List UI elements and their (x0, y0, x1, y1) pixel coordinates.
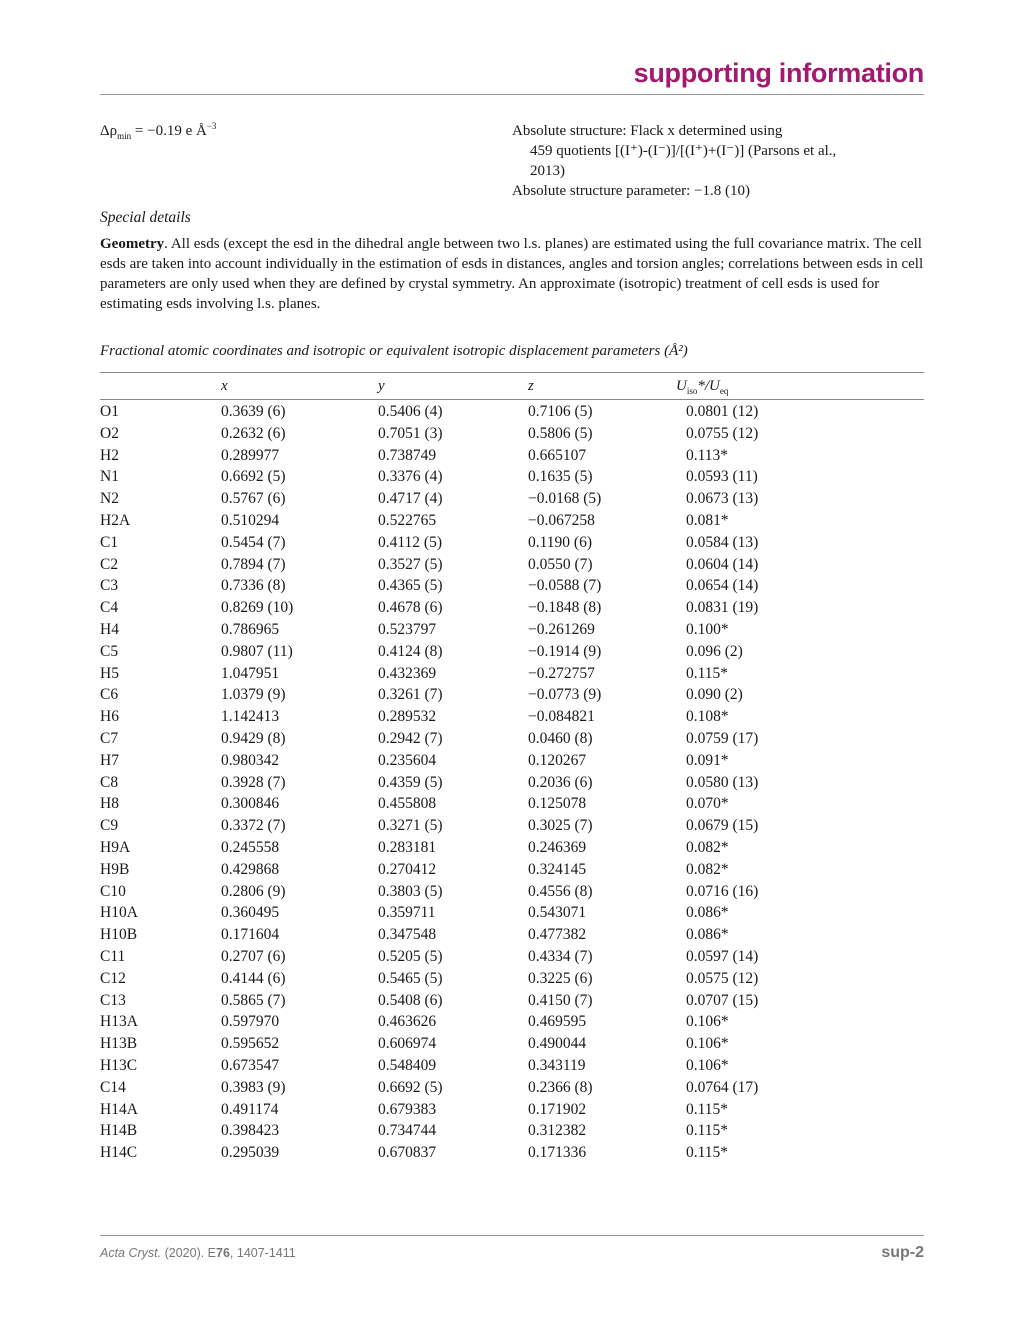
x-value: 0.9807 (11) (221, 642, 293, 660)
z-value: 0.2036 (6) (528, 773, 593, 791)
atom-label: H13A (100, 1013, 138, 1031)
uiso-value: 0.108* (686, 708, 729, 726)
table-row (0, 403, 1024, 425)
z-value: 0.3025 (7) (528, 817, 593, 835)
x-value: 0.429868 (221, 860, 280, 878)
geometry-text: . All esds (except the esd in the dihedral angle between two l.s. planes) are estimated using the full covariance matrix. The cell esds are taken into account individually in the estimation of esds in distances, angles and torsion angles; correlations between esds in cell parameters are only used when they are defined by crystal symmetry. An approximate (isotropic) treatment of cell esds is used for estimating esds involving l.s. planes. (100, 236, 924, 312)
atom-label: H14B (100, 1122, 138, 1140)
uiso-value: 0.106* (686, 1013, 729, 1031)
absolute-structure-line3: 2013) (530, 163, 565, 179)
z-value: 0.343119 (528, 1056, 586, 1074)
z-value: 0.246369 (528, 838, 587, 856)
x-value: 0.597970 (221, 1013, 280, 1031)
table-row (0, 708, 1024, 730)
atom-label: C8 (100, 773, 119, 791)
x-value: 0.289977 (221, 446, 280, 464)
y-value: 0.3803 (5) (378, 882, 443, 900)
atom-label: H6 (100, 708, 119, 726)
z-value: 0.1190 (6) (528, 533, 592, 551)
table-row (0, 665, 1024, 687)
uiso-value: 0.0593 (11) (686, 468, 758, 486)
x-value: 0.7336 (8) (221, 577, 286, 595)
table-row (0, 948, 1024, 970)
z-value: 0.469595 (528, 1013, 587, 1031)
z-value: 0.0460 (8) (528, 729, 593, 747)
uiso-value: 0.070* (686, 795, 729, 813)
absolute-structure-line2: 459 quotients [(I⁺)-(I⁻)]/[(I⁺)+(I⁻)] (Parsons et al., (530, 143, 837, 159)
x-value: 0.673547 (221, 1056, 280, 1074)
special-details-heading: Special details (100, 209, 191, 226)
x-value: 0.980342 (221, 751, 280, 769)
table-row (0, 817, 1024, 839)
footer-year: (2020). E (161, 1246, 217, 1260)
y-value: 0.734744 (378, 1122, 437, 1140)
footer-pages: , 1407-1411 (229, 1246, 296, 1260)
uiso-value: 0.0831 (19) (686, 599, 759, 617)
atom-label: O1 (100, 403, 119, 420)
table-row (0, 512, 1024, 534)
y-value: 0.606974 (378, 1035, 437, 1053)
uiso-value: 0.106* (686, 1035, 729, 1053)
x-value: 0.3928 (7) (221, 773, 286, 791)
table-header-rule (100, 399, 924, 400)
absolute-structure-block (512, 121, 872, 201)
x-value: 1.047951 (221, 664, 280, 682)
absolute-structure-line1: Absolute structure: Flack x determined using (512, 123, 783, 139)
uiso-value: 0.0764 (17) (686, 1078, 759, 1096)
x-value: 0.5454 (7) (221, 533, 286, 551)
footer-volume: 76 (216, 1246, 230, 1260)
y-value: 0.347548 (378, 926, 437, 944)
delta-rho-subscript: min (117, 131, 132, 141)
page-number: sup-2 (881, 1244, 924, 1261)
coordinates-table-body (0, 403, 1024, 1166)
y-value: 0.4124 (8) (378, 642, 443, 660)
z-value: −0.1914 (9) (528, 642, 602, 660)
atom-label: H9B (100, 860, 130, 878)
table-row (0, 1079, 1024, 1101)
y-value: 0.670837 (378, 1144, 437, 1162)
x-value: 0.491174 (221, 1100, 279, 1118)
y-value: 0.455808 (378, 795, 437, 813)
delta-rho-superscript: −3 (206, 121, 217, 131)
z-value: 0.665107 (528, 446, 587, 464)
atom-label: C13 (100, 991, 126, 1009)
column-header-x: x (221, 378, 228, 394)
uiso-value: 0.0707 (15) (686, 991, 759, 1009)
z-value: 0.4150 (7) (528, 991, 593, 1009)
footer-journal: Acta Cryst. (100, 1246, 162, 1260)
atom-label: H14C (100, 1144, 138, 1162)
y-value: 0.432369 (378, 664, 437, 682)
atom-label: H2A (100, 511, 131, 529)
uiso-value: 0.100* (686, 620, 729, 638)
atom-label: C6 (100, 686, 119, 704)
z-value: 0.7106 (5) (528, 403, 593, 420)
z-value: 0.312382 (528, 1122, 587, 1140)
column-header-y: y (378, 378, 385, 394)
y-value: 0.235604 (378, 751, 437, 769)
z-value: 0.2366 (8) (528, 1078, 593, 1096)
x-value: 0.3639 (6) (221, 403, 286, 420)
uiso-value: 0.086* (686, 926, 729, 944)
x-value: 0.300846 (221, 795, 280, 813)
column-header-z: z (528, 378, 534, 394)
z-value: 0.1635 (5) (528, 468, 593, 486)
uiso-value: 0.096 (2) (686, 642, 743, 660)
x-value: 0.295039 (221, 1144, 280, 1162)
uiso-value: 0.115* (686, 664, 729, 682)
table-row (0, 926, 1024, 948)
table-row (0, 795, 1024, 817)
header-divider (100, 94, 924, 95)
z-value: 0.4556 (8) (528, 882, 593, 900)
uiso-value: 0.0673 (13) (686, 490, 759, 508)
y-value: 0.289532 (378, 708, 437, 726)
x-value: 1.142413 (221, 708, 280, 726)
uiso-value: 0.0575 (12) (686, 969, 759, 987)
table-row (0, 1144, 1024, 1166)
uiso-value: 0.115* (686, 1122, 729, 1140)
z-value: 0.4334 (7) (528, 947, 593, 965)
uiso-value: 0.082* (686, 860, 729, 878)
atom-label: N1 (100, 468, 119, 486)
atom-label: H10B (100, 926, 138, 944)
y-value: 0.738749 (378, 446, 437, 464)
y-value: 0.5408 (6) (378, 991, 443, 1009)
uiso-value: 0.0580 (13) (686, 773, 759, 791)
uiso-value: 0.115* (686, 1144, 729, 1162)
y-value: 0.7051 (3) (378, 424, 443, 442)
z-value: 0.171902 (528, 1100, 587, 1118)
x-value: 0.8269 (10) (221, 599, 294, 617)
y-value: 0.548409 (378, 1056, 437, 1074)
uiso-value: 0.081* (686, 511, 729, 529)
atom-label: C11 (100, 947, 126, 965)
table-row (0, 730, 1024, 752)
z-value: 0.3225 (6) (528, 969, 593, 987)
x-value: 0.2632 (6) (221, 424, 286, 442)
x-value: 0.245558 (221, 838, 280, 856)
x-value: 0.4144 (6) (221, 969, 286, 987)
y-value: 0.4717 (4) (378, 490, 443, 508)
x-value: 0.398423 (221, 1122, 280, 1140)
atom-label: C4 (100, 599, 119, 617)
y-value: 0.3261 (7) (378, 686, 443, 704)
uiso-value: 0.090 (2) (686, 686, 743, 704)
atom-label: H2 (100, 446, 119, 464)
uiso-value: 0.0759 (17) (686, 729, 759, 747)
ueq-symbol: */U (697, 378, 720, 394)
table-row (0, 839, 1024, 861)
x-value: 0.9429 (8) (221, 729, 286, 747)
table-row (0, 468, 1024, 490)
table-row (0, 599, 1024, 621)
table-row (0, 1122, 1024, 1144)
delta-rho-value: = −0.19 e Å (131, 123, 207, 139)
atom-label: H7 (100, 751, 119, 769)
atom-label: C10 (100, 882, 126, 900)
table-row (0, 447, 1024, 469)
table-row (0, 556, 1024, 578)
column-header-uiso (676, 378, 728, 396)
table-row (0, 425, 1024, 447)
y-value: 0.359711 (378, 904, 436, 922)
table-row (0, 1101, 1024, 1123)
x-value: 0.360495 (221, 904, 280, 922)
y-value: 0.4112 (5) (378, 533, 442, 551)
absolute-structure-parameter: Absolute structure parameter: −1.8 (10) (512, 183, 750, 199)
y-value: 0.5406 (4) (378, 403, 443, 420)
y-value: 0.5465 (5) (378, 969, 443, 987)
z-value: 0.125078 (528, 795, 587, 813)
y-value: 0.5205 (5) (378, 947, 443, 965)
x-value: 0.2707 (6) (221, 947, 286, 965)
uiso-value: 0.0604 (14) (686, 555, 759, 573)
z-value: 0.120267 (528, 751, 587, 769)
y-value: 0.2942 (7) (378, 729, 443, 747)
z-value: −0.0168 (5) (528, 490, 602, 508)
y-value: 0.523797 (378, 620, 437, 638)
uiso-subscript: iso (686, 386, 698, 396)
x-value: 0.171604 (221, 926, 280, 944)
uiso-value: 0.086* (686, 904, 729, 922)
z-value: 0.324145 (528, 860, 587, 878)
table-row (0, 686, 1024, 708)
z-value: 0.477382 (528, 926, 587, 944)
x-value: 0.5865 (7) (221, 991, 286, 1009)
atom-label: H13B (100, 1035, 138, 1053)
z-value: 0.543071 (528, 904, 587, 922)
y-value: 0.522765 (378, 511, 437, 529)
uiso-value: 0.0597 (14) (686, 947, 759, 965)
x-value: 0.3372 (7) (221, 817, 286, 835)
atom-label: C14 (100, 1078, 126, 1096)
table-row (0, 1013, 1024, 1035)
y-value: 0.4678 (6) (378, 599, 443, 617)
uiso-value: 0.0801 (12) (686, 403, 759, 420)
footer-divider (100, 1235, 924, 1236)
page-header-title: supporting information (633, 58, 924, 88)
z-value: −0.261269 (528, 620, 595, 638)
z-value: −0.1848 (8) (528, 599, 602, 617)
table-caption: Fractional atomic coordinates and isotropic or equivalent isotropic displacement parameters (Å²) (100, 343, 688, 359)
uiso-value: 0.0755 (12) (686, 424, 759, 442)
atom-label: C1 (100, 533, 119, 551)
table-row (0, 1057, 1024, 1079)
atom-label: C9 (100, 817, 119, 835)
atom-label: H14A (100, 1100, 138, 1118)
z-value: 0.5806 (5) (528, 424, 593, 442)
z-value: 0.171336 (528, 1144, 587, 1162)
x-value: 0.595652 (221, 1035, 280, 1053)
uiso-value: 0.091* (686, 751, 729, 769)
z-value: −0.0588 (7) (528, 577, 602, 595)
x-value: 0.786965 (221, 620, 280, 638)
x-value: 0.7894 (7) (221, 555, 286, 573)
table-row (0, 970, 1024, 992)
footer-citation (100, 1246, 296, 1260)
uiso-value: 0.106* (686, 1056, 729, 1074)
uiso-value: 0.0584 (13) (686, 533, 759, 551)
x-value: 0.3983 (9) (221, 1078, 286, 1096)
x-value: 0.6692 (5) (221, 468, 286, 486)
atom-label: H8 (100, 795, 119, 813)
atom-label: H5 (100, 664, 119, 682)
z-value: −0.272757 (528, 664, 595, 682)
table-row (0, 490, 1024, 512)
table-row (0, 992, 1024, 1014)
y-value: 0.3376 (4) (378, 468, 443, 486)
delta-rho-symbol: Δρ (100, 123, 118, 139)
atom-label: H9A (100, 838, 131, 856)
uiso-value: 0.0679 (15) (686, 817, 759, 835)
table-row (0, 883, 1024, 905)
uiso-value: 0.115* (686, 1100, 729, 1118)
table-row (0, 774, 1024, 796)
y-value: 0.4359 (5) (378, 773, 443, 791)
z-value: 0.490044 (528, 1035, 587, 1053)
atom-label: O2 (100, 424, 119, 442)
atom-label: C12 (100, 969, 126, 987)
table-row (0, 1035, 1024, 1057)
table-row (0, 752, 1024, 774)
table-row (0, 577, 1024, 599)
table-top-rule (100, 372, 924, 373)
y-value: 0.3527 (5) (378, 555, 443, 573)
y-value: 0.270412 (378, 860, 437, 878)
table-row (0, 904, 1024, 926)
uiso-value: 0.113* (686, 446, 729, 464)
uiso-symbol: U (676, 378, 687, 394)
atom-label: H10A (100, 904, 138, 922)
table-row (0, 643, 1024, 665)
uiso-value: 0.0654 (14) (686, 577, 759, 595)
atom-label: C5 (100, 642, 119, 660)
z-value: −0.067258 (528, 511, 595, 529)
atom-label: C7 (100, 729, 119, 747)
atom-label: H13C (100, 1056, 138, 1074)
z-value: −0.084821 (528, 708, 595, 726)
x-value: 0.2806 (9) (221, 882, 286, 900)
x-value: 0.5767 (6) (221, 490, 286, 508)
y-value: 0.463626 (378, 1013, 437, 1031)
ueq-subscript: eq (719, 386, 729, 396)
atom-label: C2 (100, 555, 119, 573)
y-value: 0.283181 (378, 838, 437, 856)
x-value: 1.0379 (9) (221, 686, 286, 704)
y-value: 0.6692 (5) (378, 1078, 443, 1096)
table-row (0, 861, 1024, 883)
z-value: −0.0773 (9) (528, 686, 602, 704)
y-value: 0.679383 (378, 1100, 437, 1118)
y-value: 0.4365 (5) (378, 577, 443, 595)
x-value: 0.510294 (221, 511, 280, 529)
uiso-value: 0.082* (686, 838, 729, 856)
y-value: 0.3271 (5) (378, 817, 443, 835)
geometry-label: Geometry (100, 236, 165, 252)
atom-label: N2 (100, 490, 119, 508)
atom-label: H4 (100, 620, 119, 638)
table-row (0, 534, 1024, 556)
table-row (0, 621, 1024, 643)
uiso-value: 0.0716 (16) (686, 882, 759, 900)
geometry-paragraph (100, 234, 924, 314)
atom-label: C3 (100, 577, 119, 595)
delta-rho-min (100, 121, 216, 141)
z-value: 0.0550 (7) (528, 555, 593, 573)
